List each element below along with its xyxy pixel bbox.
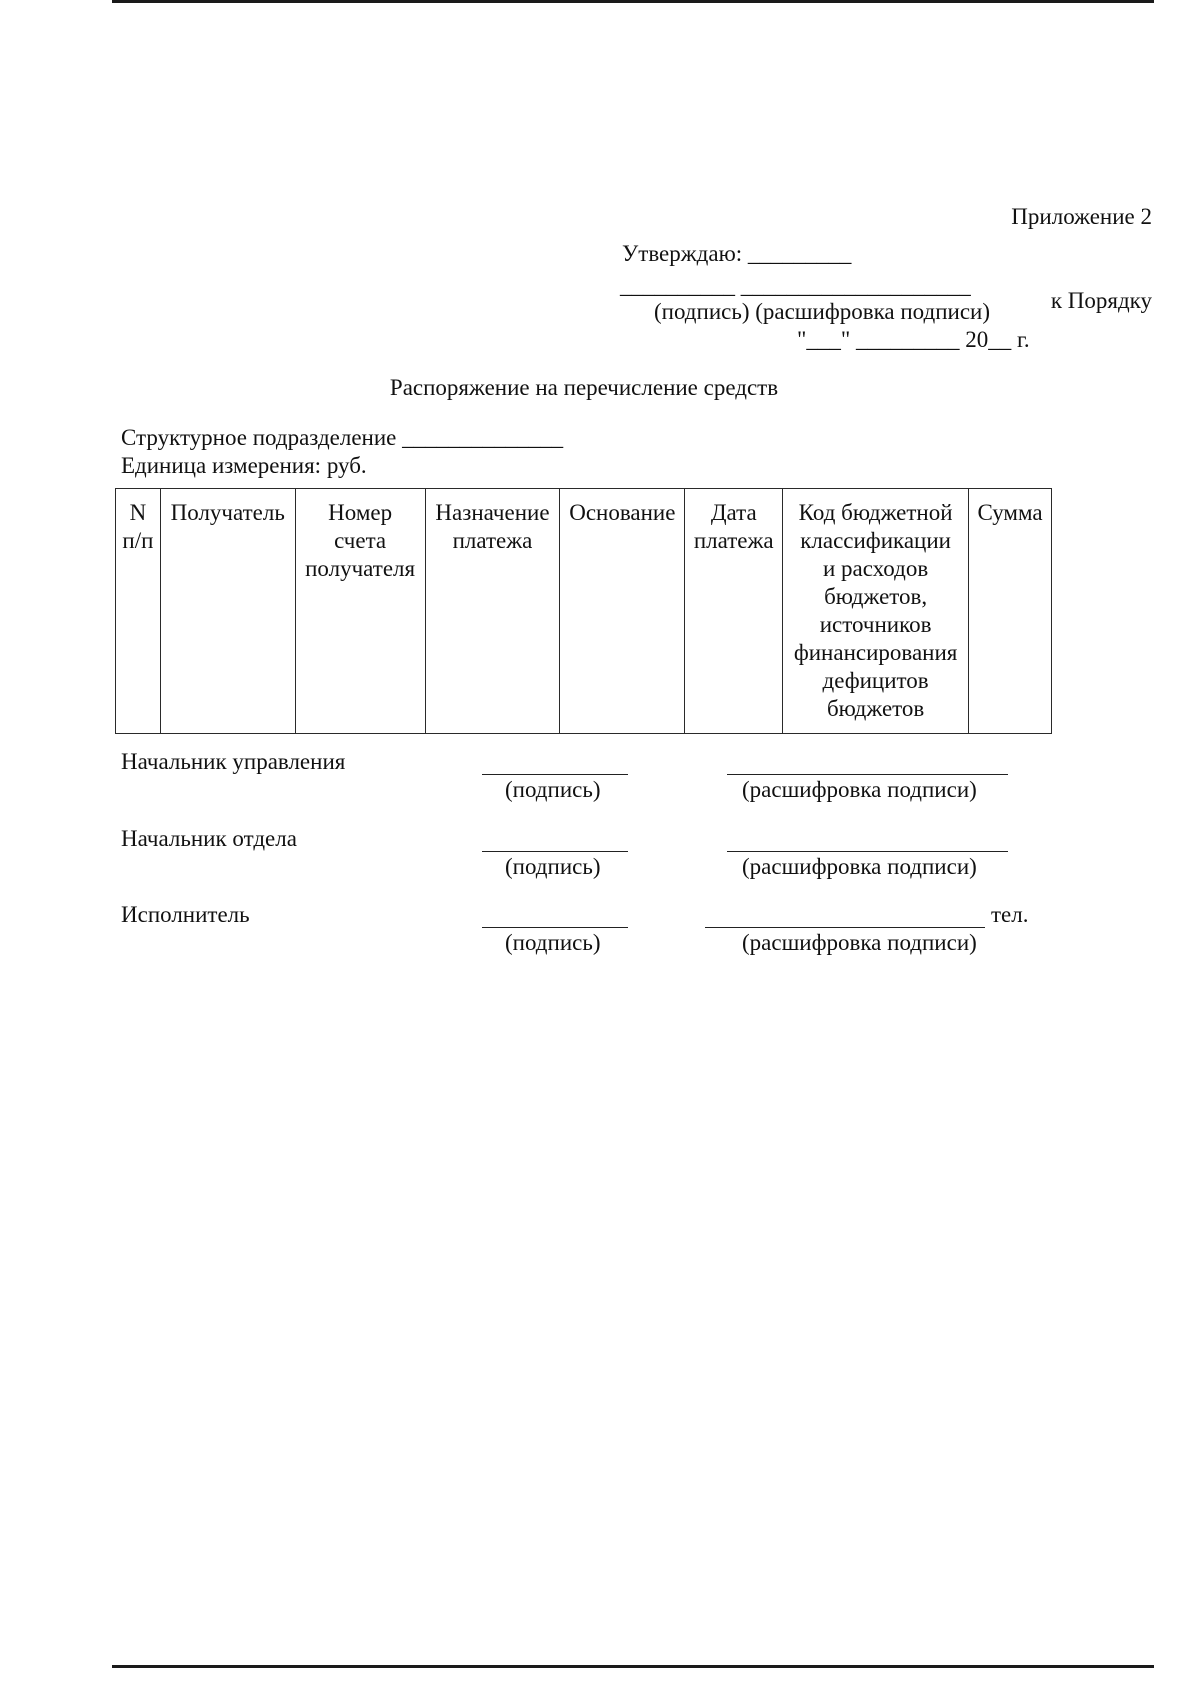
name-line <box>705 927 985 928</box>
appendix-line-1: Приложение 2 <box>1011 204 1152 229</box>
col-header-payment-purpose: Назначение платежа <box>425 489 560 734</box>
signature-row-head-of-section <box>0 825 1200 885</box>
name-caption: (расшифровка подписи) <box>742 777 977 802</box>
appendix-note <box>1011 147 1152 343</box>
phone-label: тел. <box>991 902 1029 927</box>
signature-line <box>482 851 628 852</box>
name-caption: (расшифровка подписи) <box>742 930 977 955</box>
appendix-line-2: к Порядку <box>1050 288 1152 313</box>
signature-line <box>482 774 628 775</box>
signature-row-head-of-department <box>0 748 1200 808</box>
signature-caption: (подпись) <box>505 777 601 802</box>
name-line <box>727 774 1008 775</box>
col-header-amount: Сумма <box>969 489 1052 734</box>
document-title: Распоряжение на перечисление средств <box>389 375 779 400</box>
department-field: Структурное подразделение ______________ <box>121 425 564 450</box>
top-border-rule <box>112 0 1154 3</box>
col-header-account-number: Номер счета получателя <box>295 489 425 734</box>
col-header-budget-code: Код бюджетной классификации и расходов бюджетов, источников финансирования дефицитов бюджетов <box>783 489 969 734</box>
approval-signature-lines: __________ ____________________ <box>620 273 971 298</box>
col-header-basis: Основание <box>560 489 685 734</box>
table-header-row <box>116 489 1052 734</box>
col-header-recipient: Получатель <box>160 489 295 734</box>
approval-signature-captions: (подпись) (расшифровка подписи) <box>654 299 991 324</box>
bottom-border-rule <box>112 1665 1154 1668</box>
approve-label: Утверждаю: _________ <box>622 241 852 266</box>
payment-table <box>115 488 1052 734</box>
signature-role: Исполнитель <box>121 902 250 927</box>
col-header-payment-date: Дата платежа <box>685 489 783 734</box>
signature-role: Начальник отдела <box>121 826 297 851</box>
col-header-number: N п/п <box>116 489 161 734</box>
unit-of-measure: Единица измерения: руб. <box>121 453 367 478</box>
signature-row-executor <box>0 901 1200 961</box>
signature-role: Начальник управления <box>121 749 346 774</box>
approval-date-line: "___" _________ 20__ г. <box>797 327 1030 352</box>
name-caption: (расшифровка подписи) <box>742 854 977 879</box>
signature-line <box>482 927 628 928</box>
name-line <box>727 851 1008 852</box>
signature-caption: (подпись) <box>505 854 601 879</box>
signature-caption: (подпись) <box>505 930 601 955</box>
